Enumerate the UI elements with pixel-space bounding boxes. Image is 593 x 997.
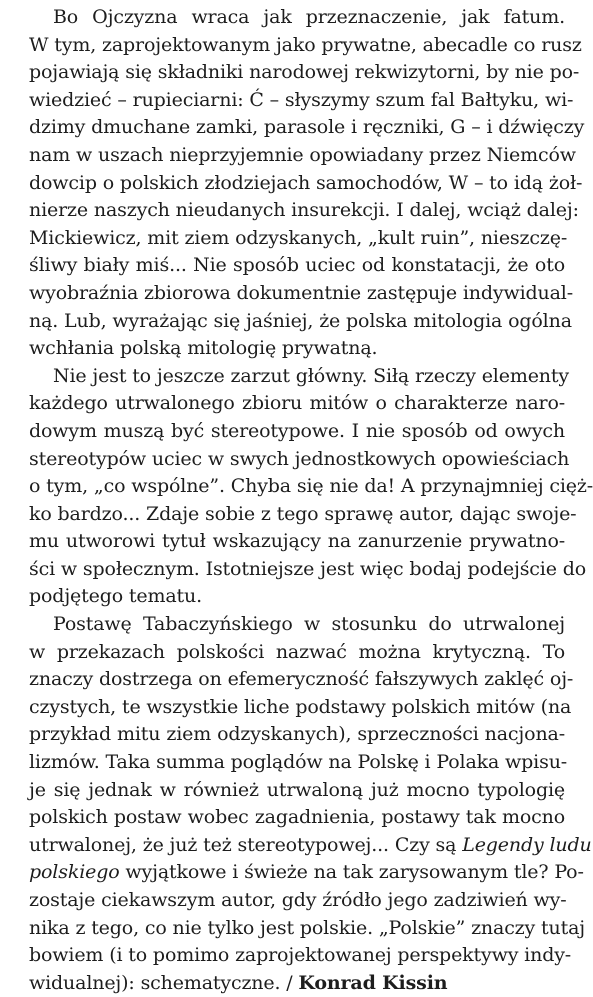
text-line: wchłania polską mitologię prywatną. xyxy=(29,337,378,360)
text-line: każdego utrwalonego zbioru mitów o charakterze naro- xyxy=(29,392,565,415)
text-line: podjętego tematu. xyxy=(29,585,203,608)
text-line: znaczy dostrzega on efemeryczność fałszywych zaklęć oj- xyxy=(29,668,574,691)
text-line: Nie jest to jeszcze zarzut główny. Siłą rzeczy elementy xyxy=(53,364,569,387)
text-line: nika z tego, co nie tylko jest polskie. „Polskie” znaczy tutaj xyxy=(29,916,585,939)
text-line: Mickiewicz, mit ziem odzyskanych, „kult ruin”, nieszczę- xyxy=(29,226,568,249)
book-title-part-1: Legendy ludu xyxy=(462,833,592,856)
text-line: pojawiają się składniki narodowej rekwizytorni, by nie po- xyxy=(29,61,580,84)
text-line: czystych, te wszystkie liche podstawy polskich mitów (na xyxy=(29,695,572,718)
text-line: je się jednak w również utrwaloną już mocno typologię xyxy=(29,778,565,801)
text-line: o tym, „co wspólne”. Chyba się nie da! A przynajmniej cięż- xyxy=(29,475,593,498)
text-line: ko bardzo... Zdaje sobie z tego sprawę autor, dając swoje- xyxy=(29,502,577,525)
text-line: stereotypów uciec w swych jednostkowych opowieściach xyxy=(29,447,570,470)
text-span: wyjątkowe i świeże na tak zarysowanym tle? Po- xyxy=(119,861,584,884)
text-line: polskich postaw wobec zagadnienia, postawy tak mocno xyxy=(29,806,565,829)
text-line: W tym, zaprojektowanym jako prywatne, abecadle co rusz xyxy=(29,33,582,56)
text-line: dzimy dmuchane zamki, parasole i ręczniki, G – i dźwięczy xyxy=(29,116,585,139)
article-page xyxy=(5,4,593,997)
text-line: wyobraźnia zbiorowa dokumentnie zastępuje indywidual- xyxy=(29,281,573,304)
text-line: bowiem (i to pomimo zaprojektowanej perspektywy indy- xyxy=(29,944,572,967)
text-line-with-title xyxy=(5,859,584,887)
text-line: mu utworowi tytuł wskazujący na zanurzenie prywatno- xyxy=(29,530,565,553)
text-line: śliwy biały miś... Nie sposób uciec od konstatacji, że oto xyxy=(29,254,565,277)
text-span: utrwalonej, że już też stereotypowej... Czy są xyxy=(29,833,463,856)
paragraph-2 xyxy=(5,363,593,611)
text-line: przykład mitu ziem odzyskanych), sprzeczności nacjona- xyxy=(29,723,565,746)
text-line: wiedzieć – rupieciarni: Ć – słyszymy szum fal Bałtyku, wi- xyxy=(29,88,574,111)
text-line: zostaje ciekawszym autor, gdy źródło jego zadziwień wy- xyxy=(29,889,567,911)
text-line: ną. Lub, wyrażając się jaśniej, że polska mitologia ogólna xyxy=(29,309,572,332)
text-line: nam w uszach nieprzyjemnie opowiadany przez Niemców xyxy=(29,143,576,166)
text-line: dowym muszą być stereotypowe. I nie sposób od owych xyxy=(29,419,565,442)
book-title-part-2: polskiego xyxy=(29,861,120,884)
signature-line xyxy=(5,970,565,997)
author-signature: Konrad Kissin xyxy=(298,971,448,994)
text-line: Postawę Tabaczyńskiego w stosunku do utrwalonej xyxy=(53,613,565,636)
text-line-with-title xyxy=(5,832,592,860)
paragraph-3 xyxy=(5,611,592,997)
text-line: nierze naszych nieudanych insurekcji. I dalej, wciąż dalej: xyxy=(29,199,579,222)
paragraph-1 xyxy=(5,4,585,363)
text-line: ści w społecznym. Istotniejsze jest więc bodaj podejście do xyxy=(29,557,586,580)
text-line: Bo Ojczyzna wraca jak przeznaczenie, jak fatum. xyxy=(53,6,565,28)
text-line: w przekazach polskości nazwać można krytyczną. To xyxy=(29,640,565,663)
text-line: dowcip o polskich złodziejach samochodów, W – to idą żoł- xyxy=(29,171,583,194)
text-span: widualnej): schematyczne. / xyxy=(29,971,299,994)
text-line: lizmów. Taka summa poglądów na Polskę i Polaka wpisu- xyxy=(29,751,568,774)
